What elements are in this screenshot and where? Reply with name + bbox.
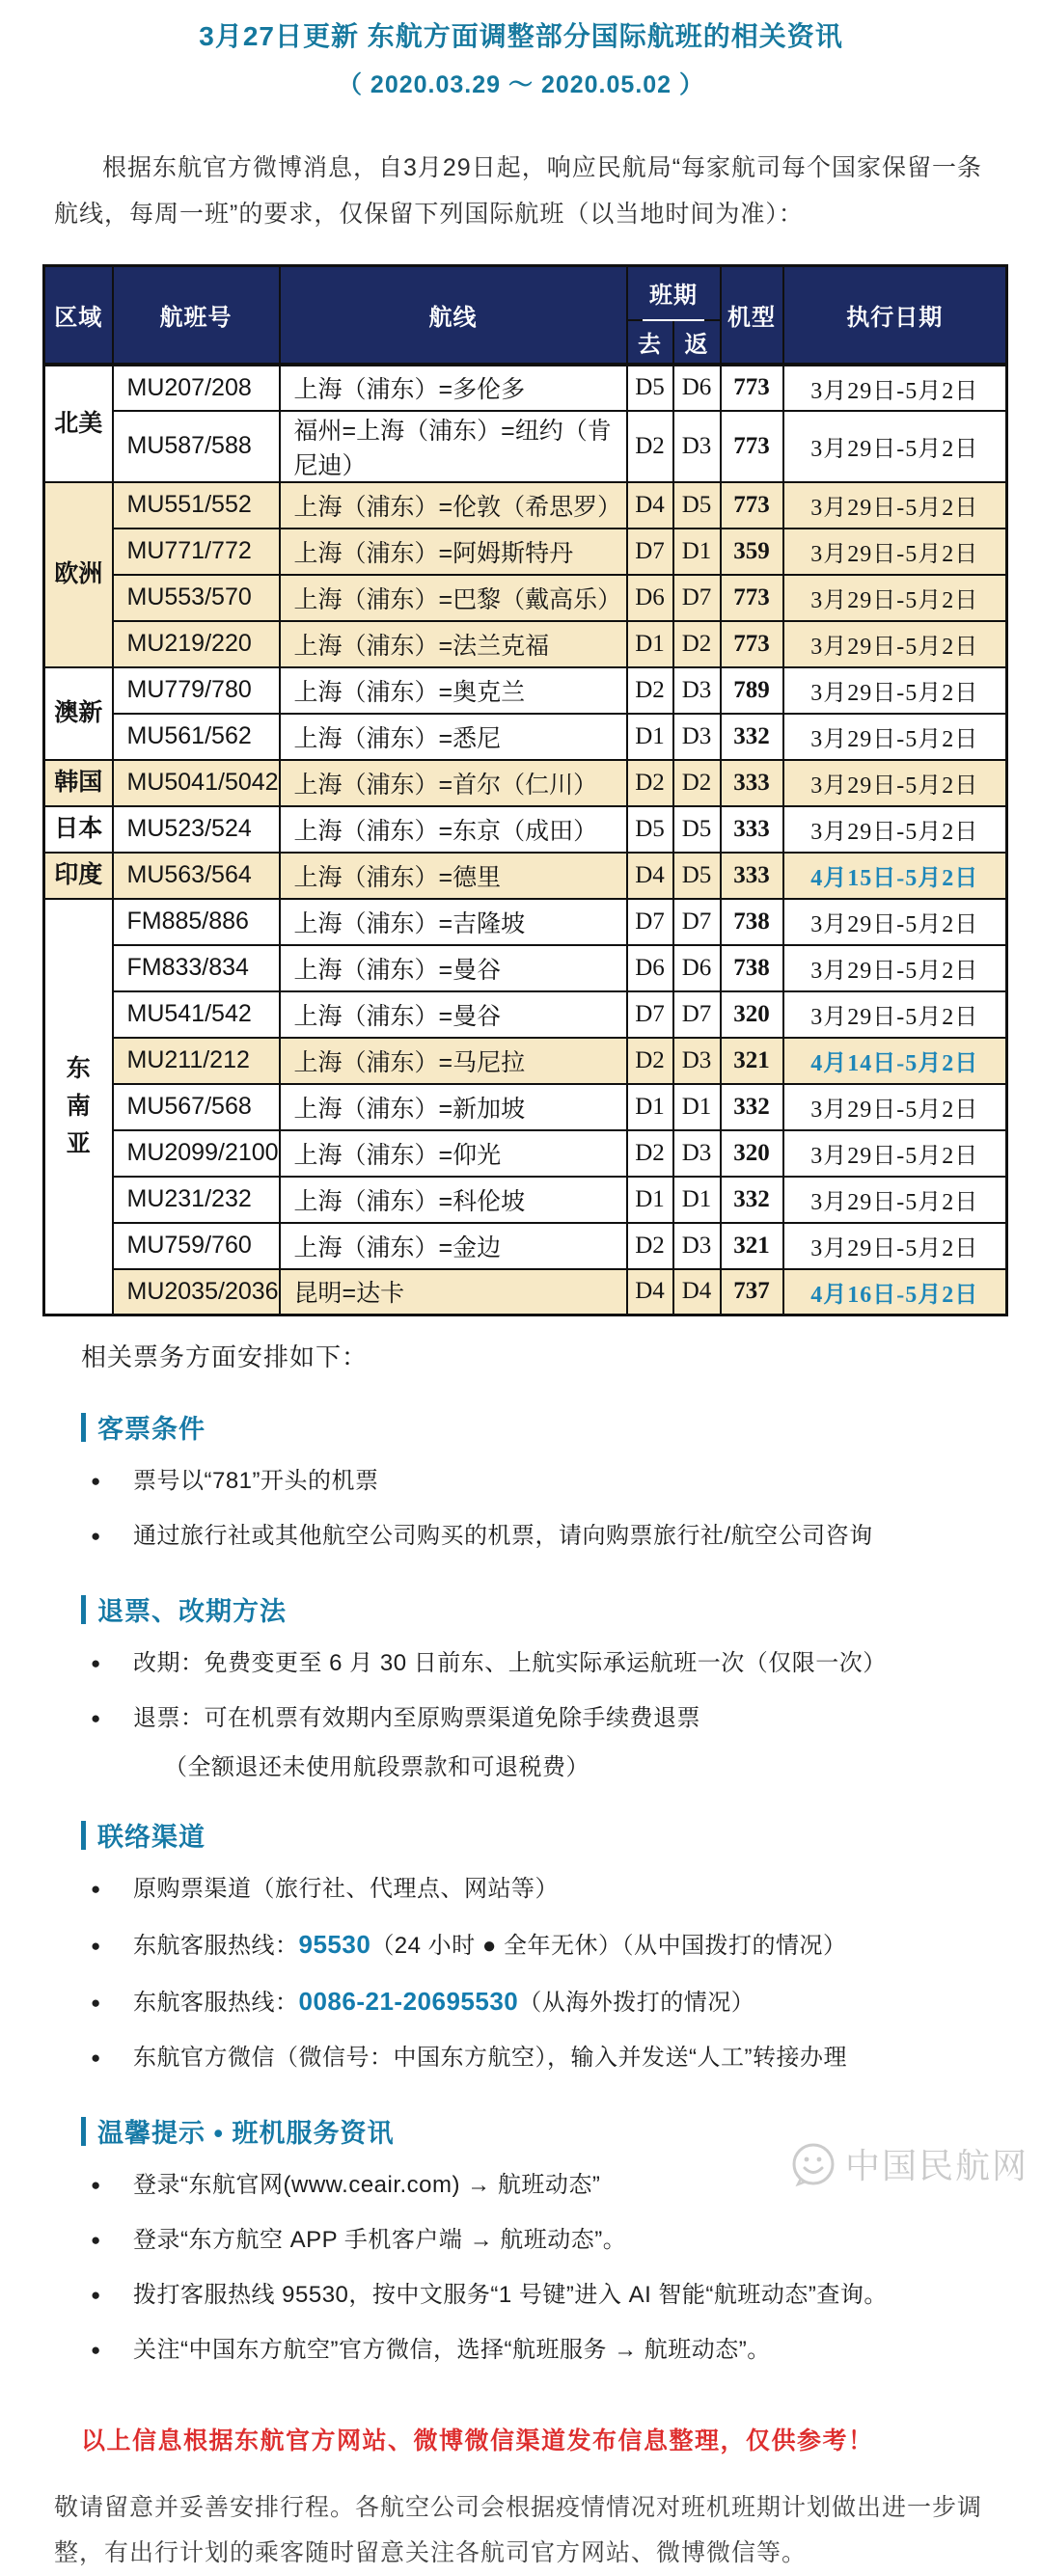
flight-table-body [44, 365, 1007, 1315]
bullet-item [91, 1464, 990, 1501]
bullet-continuation [164, 1748, 990, 1781]
article-page [0, 15, 1042, 2566]
section-heading-label: 温馨提示 • 班机服务资讯 [97, 2119, 395, 2148]
bullet-item [91, 2041, 990, 2077]
cell-flight-no: MU2035/2036 [113, 1269, 280, 1315]
cell-aircraft: 773 [721, 411, 783, 482]
bullet-dot-icon: ● [91, 1937, 101, 1955]
cell-outbound-day: D6 [627, 575, 673, 621]
cell-outbound-day: D4 [627, 1269, 673, 1315]
cell-flight-no: MU587/588 [113, 411, 280, 482]
cell-route: 上海（浦东）=新加坡 [280, 1084, 627, 1130]
ticket-note: 相关票务方面安排如下： [81, 1342, 369, 1371]
footer-paragraph: 敬请留意并妥善安排行程。各航空公司会根据疫情情况对班机班期计划做出进一步调整，有出行计划的乘客随时留意关注各航司官方网站、微博微信等。 [54, 2494, 983, 2566]
cell-return-day: D6 [673, 945, 721, 991]
cell-dates: 3月29日-5月2日 [783, 899, 1007, 945]
bullet-item [91, 2278, 990, 2315]
cell-aircraft: 321 [721, 1223, 783, 1269]
cell-return-day: D5 [673, 853, 721, 899]
cell-outbound-day: D1 [627, 1084, 673, 1130]
header-region: 区域 [44, 266, 113, 365]
red-notice: 以上信息根据东航官方网站、微博微信渠道发布信息整理，仅供参考！ [81, 2427, 874, 2454]
cell-return-day: D5 [673, 482, 721, 529]
cell-dates: 3月29日-5月2日 [783, 1177, 1007, 1223]
cell-aircraft: 320 [721, 1130, 783, 1177]
intro-paragraph: 根据东航官方微博消息，自3月29日起，响应民航局“每家航司每个国家保留一条航线，每周一班”的要求，仅保留下列国际航班（以当地时间为准）： [54, 154, 983, 228]
cell-outbound-day: D2 [627, 1223, 673, 1269]
cell-flight-no: MU563/564 [113, 853, 280, 899]
heading-bar-icon [81, 1595, 86, 1624]
cell-return-day: D2 [673, 621, 721, 667]
table-row [44, 575, 1007, 621]
page-title: 3月27日更新 东航方面调整部分国际航班的相关资讯 [199, 21, 843, 51]
flight-table-wrap [42, 264, 1042, 1316]
cell-flight-no: MU771/772 [113, 529, 280, 575]
bullet-dot-icon: ● [91, 2176, 101, 2194]
bullet-text: 东航官方微信（微信号：中国东方航空），输入并发送“人工”转接办理 [133, 2045, 847, 2071]
section-heading-label: 客票条件 [97, 1415, 206, 1444]
bullet-dot-icon: ● [91, 2231, 101, 2249]
section-heading-label: 退票、改期方法 [97, 1597, 287, 1626]
bullet-dot-icon: ● [91, 1993, 101, 2012]
cell-return-day: D3 [673, 1038, 721, 1084]
cell-aircraft: 332 [721, 714, 783, 760]
bullet-text: 拨打客服热线 95530，按中文服务“1 号键”进入 AI 智能“航班动态”查询。 [133, 2282, 888, 2308]
cell-route: 上海（浦东）=仰光 [280, 1130, 627, 1177]
cell-dates: 3月29日-5月2日 [783, 1130, 1007, 1177]
table-row [44, 714, 1007, 760]
cell-dates: 4月16日-5月2日 [783, 1269, 1007, 1315]
cell-route: 福州=上海（浦东）=纽约（肯尼迪） [280, 411, 627, 482]
cell-aircraft: 773 [721, 575, 783, 621]
bullet-text: 东航客服热线：0086-21-20695530（从海外拨打的情况） [133, 1987, 755, 2016]
cell-route: 上海（浦东）=曼谷 [280, 945, 627, 991]
cell-dates: 3月29日-5月2日 [783, 575, 1007, 621]
cell-outbound-day: D5 [627, 806, 673, 853]
section-heading [81, 1408, 1042, 1446]
cell-aircraft: 332 [721, 1084, 783, 1130]
cell-aircraft: 773 [721, 365, 783, 411]
cell-flight-no: MU551/552 [113, 482, 280, 529]
bullet-dot-icon: ● [91, 1654, 101, 1672]
bullet-item [91, 1872, 990, 1909]
section-heading [81, 1590, 1042, 1628]
cell-return-day: D1 [673, 529, 721, 575]
header-return: 返 [673, 320, 721, 365]
table-row [44, 482, 1007, 529]
cell-aircraft: 359 [721, 529, 783, 575]
bullet-item [91, 1701, 990, 1738]
cell-return-day: D1 [673, 1084, 721, 1130]
cell-flight-no: MU207/208 [113, 365, 280, 411]
cell-dates: 3月29日-5月2日 [783, 621, 1007, 667]
region-cell: 北美 [44, 365, 113, 482]
cell-return-day: D7 [673, 899, 721, 945]
cell-return-day: D6 [673, 365, 721, 411]
table-row [44, 806, 1007, 853]
bullet-text: 票号以“781”开头的机票 [133, 1468, 379, 1494]
table-row [44, 1038, 1007, 1084]
cell-dates: 3月29日-5月2日 [783, 806, 1007, 853]
cell-return-day: D3 [673, 1130, 721, 1177]
heading-bar-icon [81, 1821, 86, 1850]
cell-aircraft: 738 [721, 945, 783, 991]
header-flight-no: 航班号 [113, 266, 280, 365]
cell-return-day: D1 [673, 1177, 721, 1223]
table-row [44, 1177, 1007, 1223]
cell-outbound-day: D7 [627, 529, 673, 575]
bullet-text: 退票：可在机票有效期内至原购票渠道免除手续费退票 [133, 1705, 700, 1731]
cell-aircraft: 737 [721, 1269, 783, 1315]
cell-dates: 3月29日-5月2日 [783, 1223, 1007, 1269]
cell-aircraft: 738 [721, 899, 783, 945]
section-heading [81, 2112, 1042, 2150]
cell-outbound-day: D2 [627, 411, 673, 482]
cell-route: 昆明=达卡 [280, 1269, 627, 1315]
cell-flight-no: MU779/780 [113, 667, 280, 714]
cell-route: 上海（浦东）=悉尼 [280, 714, 627, 760]
cell-route: 上海（浦东）=巴黎（戴高乐） [280, 575, 627, 621]
table-row [44, 853, 1007, 899]
cell-outbound-day: D1 [627, 1177, 673, 1223]
page-subtitle: （ 2020.03.29 ～ 2020.05.02 ） [337, 71, 705, 98]
cell-dates: 3月29日-5月2日 [783, 760, 1007, 806]
region-cell: 印度 [44, 853, 113, 899]
cell-return-day: D3 [673, 667, 721, 714]
cell-return-day: D3 [673, 714, 721, 760]
cell-outbound-day: D2 [627, 667, 673, 714]
cell-aircraft: 333 [721, 806, 783, 853]
heading-bar-icon [81, 2117, 86, 2146]
watermark-text: 中国民航网 [844, 2145, 1028, 2185]
header-schedule: 班期 [627, 266, 721, 320]
cell-dates: 3月29日-5月2日 [783, 945, 1007, 991]
section-heading [81, 1816, 1042, 1854]
cell-return-day: D7 [673, 991, 721, 1038]
table-row [44, 1084, 1007, 1130]
table-row [44, 899, 1007, 945]
table-row [44, 667, 1007, 714]
table-row [44, 1223, 1007, 1269]
cell-route: 上海（浦东）=阿姆斯特丹 [280, 529, 627, 575]
cell-flight-no: MU211/212 [113, 1038, 280, 1084]
cell-dates: 4月14日-5月2日 [783, 1038, 1007, 1084]
table-row [44, 529, 1007, 575]
cell-dates: 3月29日-5月2日 [783, 365, 1007, 411]
cell-return-day: D4 [673, 1269, 721, 1315]
flight-table-header [44, 266, 1007, 365]
cell-route: 上海（浦东）=曼谷 [280, 991, 627, 1038]
cell-outbound-day: D2 [627, 1130, 673, 1177]
region-cell: 日本 [44, 806, 113, 853]
header-aircraft: 机型 [721, 266, 783, 365]
region-cell: 欧洲 [44, 482, 113, 667]
cell-outbound-day: D1 [627, 621, 673, 667]
section-heading-label: 联络渠道 [97, 1823, 206, 1852]
bullet-text: 改期：免费变更至 6 月 30 日前东、上航实际承运航班一次（仅限一次） [133, 1650, 887, 1676]
cell-flight-no: MU219/220 [113, 621, 280, 667]
table-row [44, 945, 1007, 991]
header-dates: 执行日期 [783, 266, 1007, 365]
cell-flight-no: MU567/568 [113, 1084, 280, 1130]
cell-flight-no: MU553/570 [113, 575, 280, 621]
bullet-dot-icon: ● [91, 1880, 101, 1898]
cell-flight-no: FM833/834 [113, 945, 280, 991]
cell-flight-no: MU541/542 [113, 991, 280, 1038]
table-row [44, 991, 1007, 1038]
cell-aircraft: 773 [721, 482, 783, 529]
cell-flight-no: MU523/524 [113, 806, 280, 853]
region-cell: 东 南 亚 [44, 899, 113, 1315]
cell-flight-no: MU759/760 [113, 1223, 280, 1269]
cell-aircraft: 333 [721, 853, 783, 899]
bullet-text: （全额退还未使用航段票款和可退税费） [164, 1754, 590, 1780]
bullet-item [91, 2168, 990, 2205]
flight-table [42, 264, 1008, 1316]
cell-outbound-day: D2 [627, 760, 673, 806]
cell-route: 上海（浦东）=伦敦（希思罗） [280, 482, 627, 529]
bullet-item [91, 2333, 990, 2370]
cell-flight-no: FM885/886 [113, 899, 280, 945]
cell-route: 上海（浦东）=金边 [280, 1223, 627, 1269]
region-cell: 韩国 [44, 760, 113, 806]
bullet-text: 通过旅行社或其他航空公司购买的机票，请向购票旅行社/航空公司咨询 [133, 1523, 873, 1549]
cell-outbound-day: D5 [627, 365, 673, 411]
cell-dates: 3月29日-5月2日 [783, 991, 1007, 1038]
bullet-dot-icon: ● [91, 1472, 101, 1490]
bullet-text: 登录“东方航空 APP 手机客户端 → 航班动态”。 [133, 2227, 627, 2253]
cell-return-day: D7 [673, 575, 721, 621]
table-row [44, 760, 1007, 806]
bullet-dot-icon: ● [91, 2341, 101, 2359]
cell-outbound-day: D6 [627, 945, 673, 991]
cell-route: 上海（浦东）=东京（成田） [280, 806, 627, 853]
cell-aircraft: 321 [721, 1038, 783, 1084]
cell-route: 上海（浦东）=吉隆坡 [280, 899, 627, 945]
cell-route: 上海（浦东）=法兰克福 [280, 621, 627, 667]
cell-route: 上海（浦东）=多伦多 [280, 365, 627, 411]
cell-route: 上海（浦东）=德里 [280, 853, 627, 899]
cell-return-day: D3 [673, 1223, 721, 1269]
bullet-item [91, 2223, 990, 2260]
cell-aircraft: 333 [721, 760, 783, 806]
bullet-text: 原购票渠道（旅行社、代理点、网站等） [133, 1876, 559, 1902]
cell-route: 上海（浦东）=科伦坡 [280, 1177, 627, 1223]
cell-outbound-day: D7 [627, 991, 673, 1038]
bullet-dot-icon: ● [91, 1527, 101, 1545]
cell-return-day: D3 [673, 411, 721, 482]
bullet-dot-icon: ● [91, 2048, 101, 2067]
bullet-item [91, 1519, 990, 1556]
cell-dates: 3月29日-5月2日 [783, 667, 1007, 714]
cell-flight-no: MU231/232 [113, 1177, 280, 1223]
bullet-dot-icon: ● [91, 2286, 101, 2304]
cell-dates: 3月29日-5月2日 [783, 1084, 1007, 1130]
cell-route: 上海（浦东）=马尼拉 [280, 1038, 627, 1084]
cell-flight-no: MU561/562 [113, 714, 280, 760]
cell-flight-no: MU5041/5042 [113, 760, 280, 806]
table-row [44, 411, 1007, 482]
cell-dates: 3月29日-5月2日 [783, 714, 1007, 760]
heading-bar-icon [81, 1413, 86, 1442]
table-row [44, 621, 1007, 667]
bullet-dot-icon: ● [91, 1709, 101, 1727]
cell-flight-no: MU2099/2100 [113, 1130, 280, 1177]
bullet-text: 东航客服热线：95530（24 小时 ● 全年无休）（从中国拨打的情况） [133, 1930, 847, 1959]
cell-route: 上海（浦东）=奥克兰 [280, 667, 627, 714]
header-outbound: 去 [627, 320, 673, 365]
table-row [44, 1130, 1007, 1177]
bullet-text: 登录“东航官网(www.ceair.com) → 航班动态” [133, 2172, 601, 2198]
cell-outbound-day: D2 [627, 1038, 673, 1084]
cell-aircraft: 773 [721, 621, 783, 667]
cell-return-day: D2 [673, 760, 721, 806]
cell-aircraft: 332 [721, 1177, 783, 1223]
info-sections [0, 1408, 1042, 2370]
header-route: 航线 [280, 266, 627, 365]
table-row [44, 365, 1007, 411]
cell-dates: 4月15日-5月2日 [783, 853, 1007, 899]
region-cell: 澳新 [44, 667, 113, 760]
cell-return-day: D5 [673, 806, 721, 853]
table-row [44, 1269, 1007, 1315]
cell-aircraft: 789 [721, 667, 783, 714]
cell-outbound-day: D4 [627, 853, 673, 899]
bullet-item [91, 1984, 990, 2022]
cell-outbound-day: D7 [627, 899, 673, 945]
bullet-item [91, 1927, 990, 1966]
bullet-item [91, 1646, 990, 1683]
cell-outbound-day: D1 [627, 714, 673, 760]
bullet-text: 关注“中国东方航空”官方微信，选择“航班服务 → 航班动态”。 [133, 2337, 771, 2363]
cell-dates: 3月29日-5月2日 [783, 411, 1007, 482]
cell-outbound-day: D4 [627, 482, 673, 529]
cell-route: 上海（浦东）=首尔（仁川） [280, 760, 627, 806]
cell-dates: 3月29日-5月2日 [783, 482, 1007, 529]
cell-dates: 3月29日-5月2日 [783, 529, 1007, 575]
cell-aircraft: 320 [721, 991, 783, 1038]
